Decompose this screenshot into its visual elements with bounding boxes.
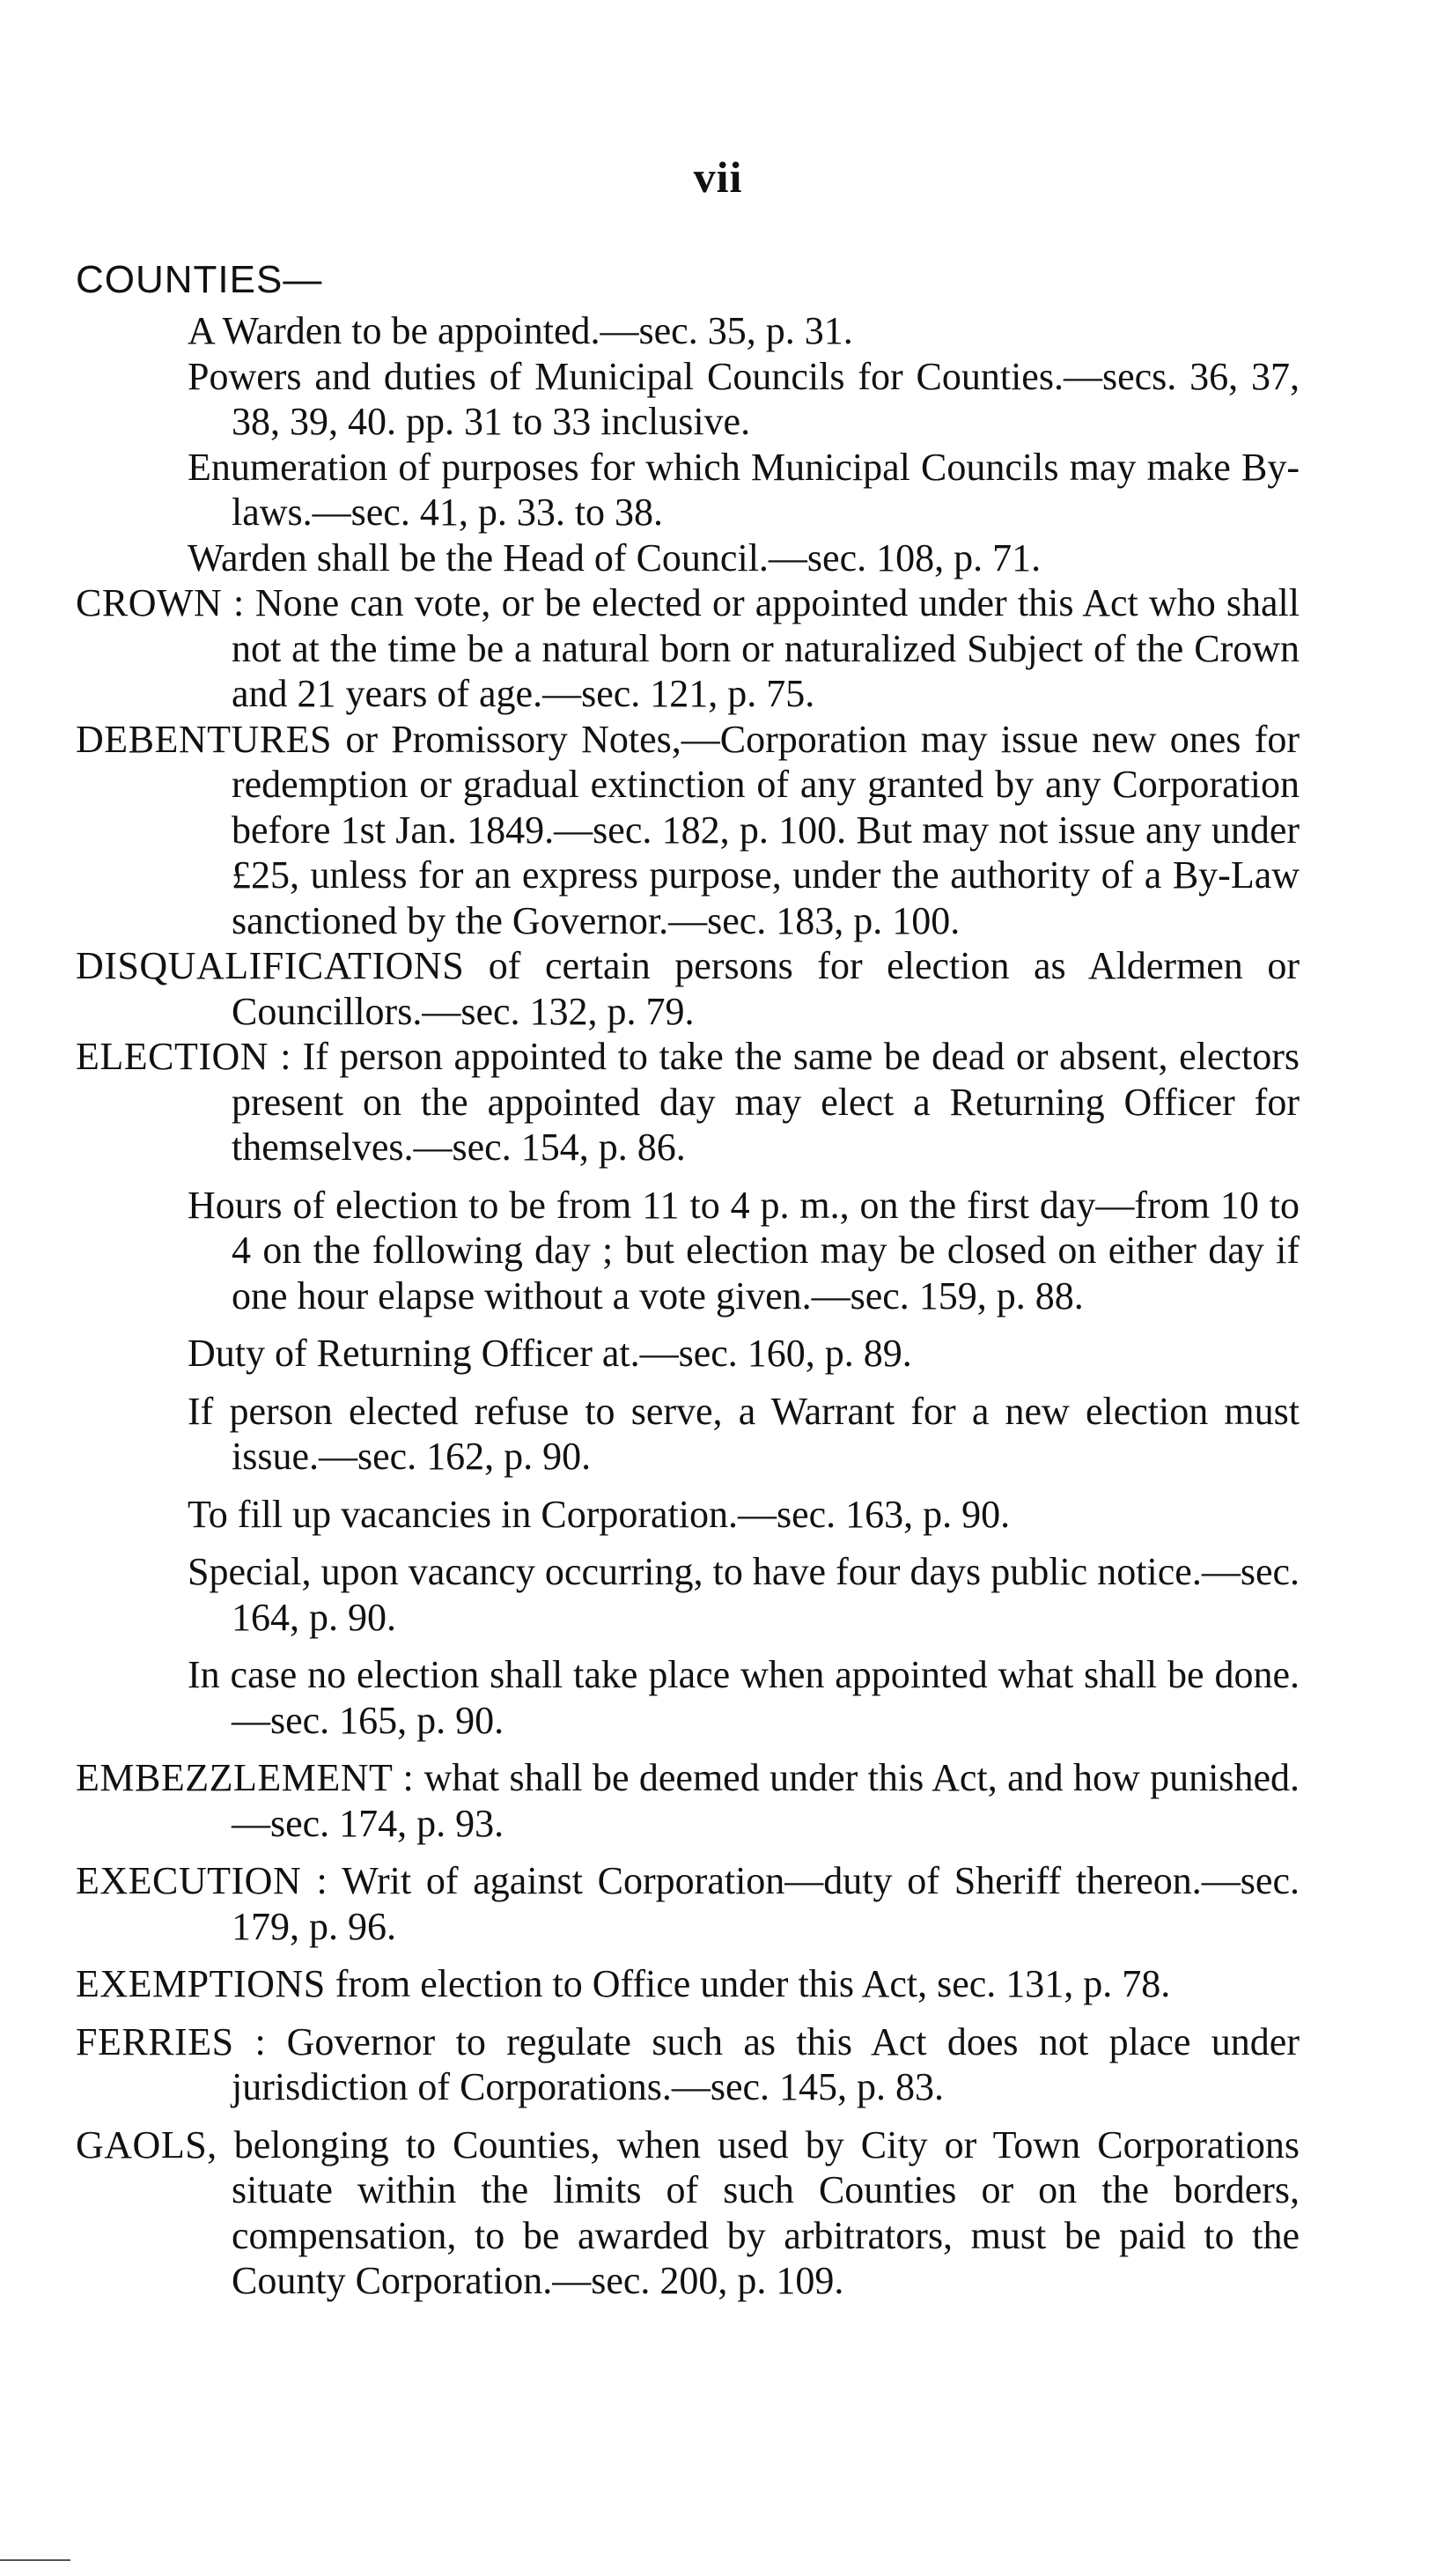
entry-text: Writ of against Corporation—duty of Sheriff thereon.—sec. 179, p. 96.: [232, 1859, 1300, 1948]
index-entry-ferries: [76, 2019, 1300, 2110]
entry-heading: EXECUTION :: [76, 1859, 328, 1902]
index-entry-exemptions: [76, 1961, 1300, 2007]
index-subentry: If person elected refuse to serve, a Warrant for a new election must issue.—sec. 162, p. 90.: [188, 1389, 1300, 1478]
index-subentry: A Warden to be appointed.—sec. 35, p. 31.: [188, 309, 853, 352]
index-subentry: To fill up vacancies in Corporation.—sec. 163, p. 90.: [188, 1492, 1011, 1536]
entry-heading: ELECTION :: [76, 1035, 291, 1078]
page-edge-rule: [0, 2559, 70, 2561]
index-entry-debentures: [76, 717, 1300, 944]
entry-heading: GAOLS,: [76, 2122, 217, 2166]
entry-text: None can vote, or be elected or appointed under this Act who shall not at the time be a natural born or naturalized Subject of the Crown and 21 years of age.—sec. 121, p. 75.: [232, 581, 1300, 715]
entry-heading: EXEMPTIONS: [76, 1962, 326, 2005]
entry-text: belonging to Counties, when used by City or Town Corporations situate within the limits of such Counties or on the borders, compensation, to be awarded by arbitrators, must be paid to the County Corporation.—sec. 200, p. 109.: [232, 2122, 1300, 2302]
entry-heading: EMBEZZLEMENT :: [76, 1756, 415, 1799]
entry-text: Governor to regulate such as this Act does not place under jurisdiction of Corporations.—sec. 145, p. 83.: [232, 2019, 1300, 2108]
index-entry-embezzlement: [76, 1755, 1300, 1846]
index-entry-disqualifications: [76, 943, 1300, 1034]
index-entry-crown: [76, 580, 1300, 717]
index-content: [76, 255, 1300, 2304]
index-subentry: Duty of Returning Officer at.—sec. 160, p. 89.: [188, 1332, 912, 1375]
index-subentry: Warden shall be the Head of Council.—sec. 108, p. 71.: [188, 535, 1042, 579]
entry-text: or Promissory Notes,—Corporation may issue new ones for redemption or gradual extinction of any granted by any Corporation before 1st Jan. 1849.—sec. 182, p. 100. But may not issue any under £25, unless for an express purpose, under the authority of a By-Law sanctioned by the Governor.—sec. 183, p. 100.: [232, 717, 1300, 942]
index-entry-election: [76, 1034, 1300, 1170]
entry-text: If person appointed to take the same be dead or absent, electors present on the appointed day may elect a Returning Officer for themselves.—sec. 154, p. 86.: [232, 1035, 1300, 1169]
entry-heading: DEBENTURES: [76, 717, 332, 761]
index-subentry: Powers and duties of Municipal Councils for Counties.—secs. 36, 37, 38, 39, 40. pp. 31 to 33 inclusive.: [188, 354, 1300, 443]
entry-heading: FERRIES :: [76, 2019, 267, 2063]
index-subentry: Hours of election to be from 11 to 4 p. m., on the first day—from 10 to 4 on the following day ; but election may be closed on either day if one hour elapse without a vote given.—sec. 159, p. 88.: [188, 1183, 1300, 1318]
section-heading-counties: COUNTIES—: [76, 258, 323, 301]
index-subentry: Enumeration of purposes for which Municipal Councils may make By-laws.—sec. 41, p. 33. to 38.: [188, 445, 1300, 534]
index-entry-execution: [76, 1858, 1300, 1949]
entry-text: of certain persons for election as Aldermen or Councillors.—sec. 132, p. 79.: [232, 944, 1300, 1033]
entry-heading: CROWN :: [76, 581, 245, 624]
page-number: vii: [693, 152, 743, 202]
entry-heading: DISQUALIFICATIONS: [76, 944, 465, 987]
index-subentry: Special, upon vacancy occurring, to have four days public notice.—sec. 164, p. 90.: [188, 1550, 1300, 1639]
entry-text: what shall be deemed under this Act, and how punished.—sec. 174, p. 93.: [232, 1756, 1300, 1845]
index-entry-gaols: [76, 2122, 1300, 2304]
entry-text: from election to Office under this Act, sec. 131, p. 78.: [335, 1962, 1171, 2005]
index-subentry: In case no election shall take place when appointed what shall be done.—sec. 165, p. 90.: [188, 1653, 1300, 1742]
